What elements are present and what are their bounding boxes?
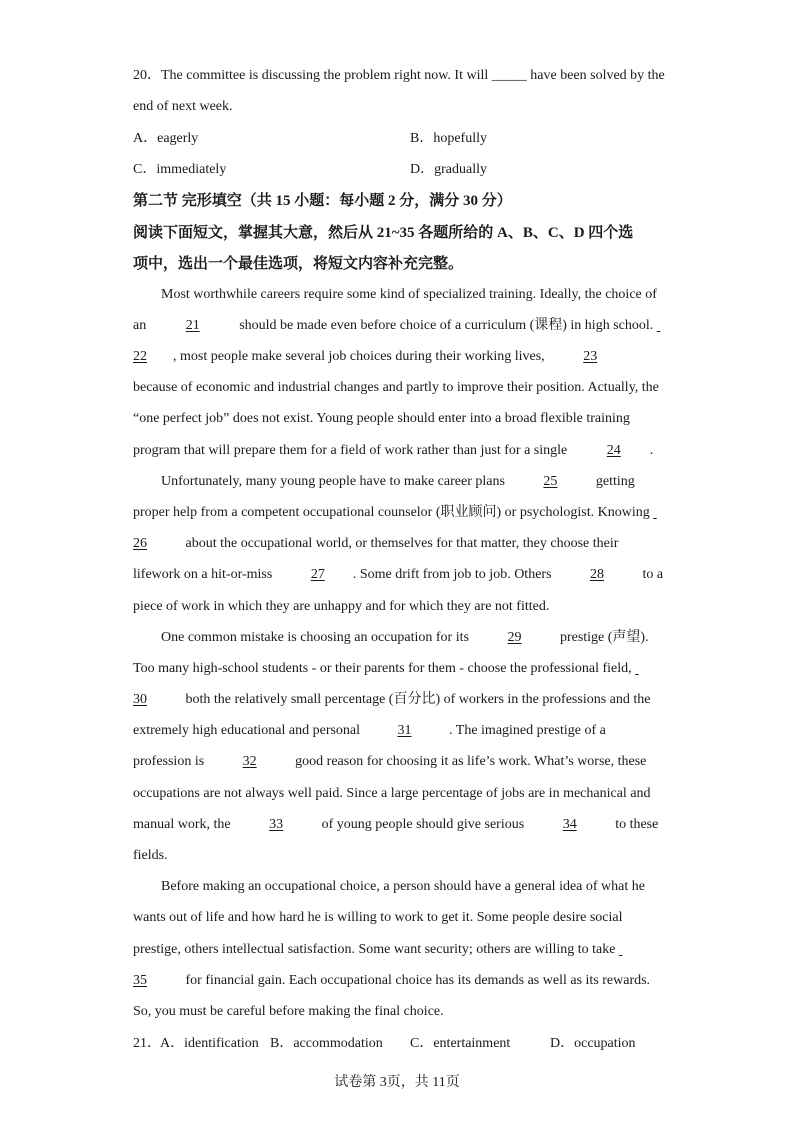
passage-text: . The imagined prestige of a <box>449 723 606 738</box>
passage-line <box>133 752 646 772</box>
blank-25: 25 <box>543 474 558 489</box>
passage-line <box>133 316 665 336</box>
passage-line <box>161 628 649 648</box>
section-instruction-cont: 项中，选出一个最佳选项，将短文内容补充完整。 <box>133 256 464 272</box>
passage-line: wants out of life and how hard he is willing to work to get it. Some people desire social <box>133 910 623 925</box>
blank-30: 30 <box>133 692 147 707</box>
passage-text: to a <box>642 567 664 582</box>
passage-text: of young people should give serious <box>321 817 525 832</box>
passage-line <box>133 565 663 585</box>
blank-29: 29 <box>507 630 522 645</box>
passage-text: proper help from a competent occupational counselor (职业顾问) or psychologist. Knowing <box>133 505 650 520</box>
passage-line <box>133 441 653 461</box>
passage-line: So, you must be careful before making the final choice. <box>133 1004 444 1019</box>
passage-line <box>161 472 635 492</box>
passage-line: “one perfect job” does not exist. Young people should enter into a broad flexible training <box>133 411 630 426</box>
passage-line: Most worthwhile careers require some kind of specialized training. Ideally, the choice of <box>161 287 657 302</box>
passage-text: profession is <box>133 754 205 769</box>
passage-text: for financial gain. Each occupational choice has its demands as well as its rewards. <box>185 973 651 988</box>
passage-line <box>133 503 659 523</box>
passage-text: manual work, the <box>133 817 231 832</box>
question-20-stem: 20．The committee is discussing the problem right now. It will _____ have been solved by the <box>133 68 665 83</box>
passage-line <box>133 347 625 367</box>
passage-text: prestige, others intellectual satisfaction. Some want security; others are willing to take <box>133 942 616 957</box>
blank-31: 31 <box>397 723 412 738</box>
blank-26: 26 <box>133 536 147 551</box>
question-21-option-c: C．entertainment <box>410 1036 511 1051</box>
passage-line: fields. <box>133 848 168 863</box>
blank-22: 22 <box>133 349 147 364</box>
passage-text: . <box>649 443 654 458</box>
question-21-option-a: A．identification <box>160 1036 259 1051</box>
passage-text: program that will prepare them for a field of work rather than just for a single <box>133 443 568 458</box>
blank-28: 28 <box>590 567 605 582</box>
passage-text: about the occupational world, or themselves for that matter, they choose their <box>185 536 619 551</box>
passage-text: to these <box>615 817 659 832</box>
passage-text: Unfortunately, many young people have to make career plans <box>161 474 505 489</box>
question-20-option-c: C．immediately <box>133 162 227 177</box>
passage-text: should be made even before choice of a curriculum (课程) in high school. <box>239 318 654 333</box>
question-21-option-b: B．accommodation <box>270 1036 383 1051</box>
passage-text: getting <box>595 474 635 489</box>
blank-23: 23 <box>583 349 598 364</box>
question-21-option-d: D．occupation <box>550 1036 636 1051</box>
passage-text: extremely high educational and personal <box>133 723 361 738</box>
passage-text: Too many high-school students - or their parents for them - choose the professional field, <box>133 661 632 676</box>
passage-line: because of economic and industrial changes and partly to improve their position. Actually, the <box>133 380 659 395</box>
passage-text: an <box>133 318 147 333</box>
question-20-option-d: D．gradually <box>410 162 487 177</box>
passage-line: Before making an occupational choice, a person should have a general idea of what he <box>161 879 645 894</box>
blank-21: 21 <box>185 318 200 333</box>
passage-line <box>133 971 650 991</box>
blank-34: 34 <box>562 817 577 832</box>
passage-line <box>133 815 658 835</box>
passage-line: piece of work in which they are unhappy and for which they are not fitted. <box>133 599 550 614</box>
passage-line <box>133 690 650 710</box>
question-20-option-b: B．hopefully <box>410 131 487 146</box>
blank-33: 33 <box>269 817 284 832</box>
passage-text: prestige (声望). <box>559 630 649 645</box>
passage-line <box>133 940 645 960</box>
question-20-stem-cont: end of next week. <box>133 99 233 114</box>
passage-text: , most people make several job choices during their working lives, <box>173 349 545 364</box>
passage-text: both the relatively small percentage (百分比) of workers in the professions and the <box>185 692 651 707</box>
passage-line <box>133 659 657 679</box>
blank-32: 32 <box>242 754 257 769</box>
passage-text: . Some drift from job to job. Others <box>352 567 552 582</box>
blank-35: 35 <box>133 973 147 988</box>
question-21-number: 21． <box>133 1036 161 1051</box>
blank-24: 24 <box>606 443 621 458</box>
section-instruction: 阅读下面短文，掌握其大意，然后从 21~35 各题所给的 A、B、C、D 四个选 <box>133 225 634 241</box>
passage-line <box>133 534 618 554</box>
question-20-option-a: A．eagerly <box>133 131 199 146</box>
passage-text: One common mistake is choosing an occupation for its <box>161 630 469 645</box>
page-footer: 试卷第 3页，共 11页 <box>334 1075 460 1090</box>
passage-text: good reason for choosing it as life’s work. What’s worse, these <box>295 754 647 769</box>
section-title: 第二节 完形填空（共 15 小题：每小题 2 分，满分 30 分） <box>133 193 512 209</box>
passage-line: occupations are not always well paid. Since a large percentage of jobs are in mechanical and <box>133 786 651 801</box>
blank-27: 27 <box>310 567 325 582</box>
passage-text: lifework on a hit-or-miss <box>133 567 273 582</box>
passage-line <box>133 721 606 741</box>
